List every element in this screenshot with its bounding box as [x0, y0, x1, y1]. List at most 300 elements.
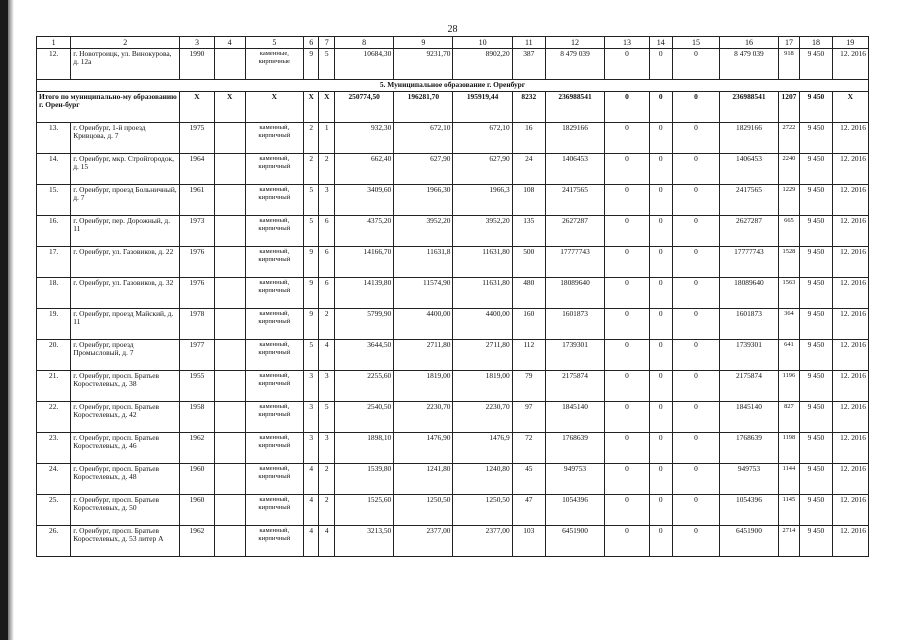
address-cell: г. Оренбург, проезд Больничный, д. 7 — [71, 185, 180, 216]
row-number: 18. — [37, 278, 71, 309]
residents-cell: 108 — [512, 185, 545, 216]
residential-area-cell: 1240,80 — [453, 464, 512, 495]
col13-cell: 0 — [605, 371, 650, 402]
total-area-cell: 3409,60 — [335, 185, 394, 216]
residential-area-cell: 8902,20 — [453, 49, 512, 80]
column-header-2: 2 — [71, 37, 180, 49]
row-number: 25. — [37, 495, 71, 526]
year-cell: 1973 — [180, 216, 214, 247]
total-label: Итого по муниципально-му образованию г. Орен-бург — [37, 92, 180, 123]
residents-cell: 500 — [512, 247, 545, 278]
cost-cell: 2627287 — [545, 216, 604, 247]
material-cell: каменный, кирпичный — [245, 309, 303, 340]
year-cell: 1978 — [180, 309, 214, 340]
table-row — [37, 49, 869, 80]
floors-cell: 4 — [303, 526, 319, 557]
address-cell: г. Оренбург, просп. Братьев Коростелевых, д. 38 — [71, 371, 180, 402]
column-header-8: 8 — [335, 37, 394, 49]
address-cell: г. Оренбург, просп. Братьев Коростелевых, д. 42 — [71, 402, 180, 433]
residents-cell: 24 — [512, 154, 545, 185]
table-row — [37, 154, 869, 185]
col14-cell: 0 — [649, 154, 672, 185]
total-c9-cell: 196281,70 — [394, 92, 453, 123]
deadline-cell: 12. 2016 — [832, 154, 868, 185]
residents-cell: 480 — [512, 278, 545, 309]
col4-cell — [214, 49, 245, 80]
col4-cell — [214, 247, 245, 278]
col15-cell: 0 — [672, 216, 720, 247]
total-area-cell: 3213,50 — [335, 526, 394, 557]
living-area-cell: 672,10 — [394, 123, 453, 154]
floors-cell: 3 — [303, 402, 319, 433]
table-row — [37, 309, 869, 340]
entrances-cell: 3 — [319, 433, 335, 464]
column-header-5: 5 — [245, 37, 303, 49]
limit-cost-cell: 9 450 — [800, 371, 832, 402]
residents-cell: 112 — [512, 340, 545, 371]
col13-cell: 0 — [605, 185, 650, 216]
living-area-cell: 9231,70 — [394, 49, 453, 80]
floors-cell: 9 — [303, 49, 319, 80]
total-area-cell: 1539,80 — [335, 464, 394, 495]
col4-cell — [214, 433, 245, 464]
col15-cell: 0 — [672, 464, 720, 495]
material-cell: каменные, кирпичные — [245, 49, 303, 80]
year-cell: 1976 — [180, 247, 214, 278]
address-cell: г. Оренбург, ул. Газовиков, д. 22 — [71, 247, 180, 278]
entrances-cell: 2 — [319, 309, 335, 340]
floors-cell: 2 — [303, 154, 319, 185]
deadline-cell: 12. 2016 — [832, 433, 868, 464]
cost-cell: 17777743 — [545, 247, 604, 278]
entrances-cell: 2 — [319, 464, 335, 495]
col13-cell: 0 — [605, 216, 650, 247]
floors-cell: 4 — [303, 495, 319, 526]
residents-cell: 16 — [512, 123, 545, 154]
col13-cell: 0 — [605, 247, 650, 278]
deadline-cell: 12. 2016 — [832, 278, 868, 309]
unit-cost-cell: 641 — [778, 340, 800, 371]
table-row — [37, 340, 869, 371]
local-budget-cell: 2627287 — [720, 216, 778, 247]
row-number: 24. — [37, 464, 71, 495]
local-budget-cell: 949753 — [720, 464, 778, 495]
material-cell: каменный, кирпичный — [245, 154, 303, 185]
residents-cell: 79 — [512, 371, 545, 402]
residential-area-cell: 11631,80 — [453, 247, 512, 278]
cost-cell: 18089640 — [545, 278, 604, 309]
total-area-cell: 1525,60 — [335, 495, 394, 526]
deadline-cell: 12. 2016 — [832, 49, 868, 80]
table-row — [37, 464, 869, 495]
total-area-cell: 662,40 — [335, 154, 394, 185]
total-area-cell: 932,30 — [335, 123, 394, 154]
year-cell: 1976 — [180, 278, 214, 309]
material-cell: каменный, кирпичный — [245, 433, 303, 464]
unit-cost-cell: 918 — [778, 49, 800, 80]
limit-cost-cell: 9 450 — [800, 495, 832, 526]
residents-cell: 45 — [512, 464, 545, 495]
cost-cell: 949753 — [545, 464, 604, 495]
col4-cell — [214, 123, 245, 154]
entrances-cell: 6 — [319, 216, 335, 247]
deadline-cell: 12. 2016 — [832, 464, 868, 495]
local-budget-cell: 1601873 — [720, 309, 778, 340]
local-budget-cell: 1406453 — [720, 154, 778, 185]
col13-cell: 0 — [605, 495, 650, 526]
residents-cell: 160 — [512, 309, 545, 340]
residents-cell: 97 — [512, 402, 545, 433]
floors-cell: 9 — [303, 309, 319, 340]
column-header-6: 6 — [303, 37, 319, 49]
material-cell: каменный, кирпичный — [245, 185, 303, 216]
residential-area-cell: 1250,50 — [453, 495, 512, 526]
cost-cell: 8 479 039 — [545, 49, 604, 80]
address-cell: г. Оренбург, проезд Промысловый, д. 7 — [71, 340, 180, 371]
col15-cell: 0 — [672, 371, 720, 402]
column-header-18: 18 — [800, 37, 832, 49]
entrances-cell: 6 — [319, 247, 335, 278]
total-c17-cell: 1207 — [778, 92, 800, 123]
column-header-14: 14 — [649, 37, 672, 49]
unit-cost-cell: 1528 — [778, 247, 800, 278]
local-budget-cell: 1829166 — [720, 123, 778, 154]
col13-cell: 0 — [605, 123, 650, 154]
total-c5-cell: X — [245, 92, 303, 123]
row-number: 14. — [37, 154, 71, 185]
total-c18-cell: 9 450 — [800, 92, 832, 123]
col15-cell: 0 — [672, 526, 720, 557]
column-header-16: 16 — [720, 37, 778, 49]
col4-cell — [214, 309, 245, 340]
col13-cell: 0 — [605, 309, 650, 340]
residents-cell: 72 — [512, 433, 545, 464]
entrances-cell: 2 — [319, 154, 335, 185]
column-header-10: 10 — [453, 37, 512, 49]
limit-cost-cell: 9 450 — [800, 402, 832, 433]
col13-cell: 0 — [605, 340, 650, 371]
total-area-cell: 14139,80 — [335, 278, 394, 309]
limit-cost-cell: 9 450 — [800, 526, 832, 557]
column-header-11: 11 — [512, 37, 545, 49]
col4-cell — [214, 495, 245, 526]
total-c13-cell: 0 — [605, 92, 650, 123]
cost-cell: 6451900 — [545, 526, 604, 557]
floors-cell: 9 — [303, 278, 319, 309]
col15-cell: 0 — [672, 433, 720, 464]
cost-cell: 2417565 — [545, 185, 604, 216]
floors-cell: 3 — [303, 433, 319, 464]
living-area-cell: 2377,00 — [394, 526, 453, 557]
material-cell: каменный, кирпичный — [245, 526, 303, 557]
unit-cost-cell: 2714 — [778, 526, 800, 557]
table-row — [37, 433, 869, 464]
housing-registry-table — [36, 36, 869, 557]
col4-cell — [214, 526, 245, 557]
table-row — [37, 371, 869, 402]
col4-cell — [214, 185, 245, 216]
total-area-cell: 4375,20 — [335, 216, 394, 247]
row-number: 22. — [37, 402, 71, 433]
table-row — [37, 402, 869, 433]
cost-cell: 1845140 — [545, 402, 604, 433]
row-number: 19. — [37, 309, 71, 340]
deadline-cell: 12. 2016 — [832, 402, 868, 433]
section-header-row — [37, 80, 869, 92]
total-c6-cell: X — [303, 92, 319, 123]
address-cell: г. Оренбург, ул. Газовиков, д. 32 — [71, 278, 180, 309]
col13-cell: 0 — [605, 402, 650, 433]
material-cell: каменный, кирпичный — [245, 340, 303, 371]
cost-cell: 1054396 — [545, 495, 604, 526]
limit-cost-cell: 9 450 — [800, 464, 832, 495]
col14-cell: 0 — [649, 464, 672, 495]
col4-cell — [214, 216, 245, 247]
col15-cell: 0 — [672, 340, 720, 371]
row-number: 20. — [37, 340, 71, 371]
material-cell: каменный, кирпичный — [245, 123, 303, 154]
row-number: 13. — [37, 123, 71, 154]
living-area-cell: 1966,30 — [394, 185, 453, 216]
deadline-cell: 12. 2016 — [832, 247, 868, 278]
col14-cell: 0 — [649, 371, 672, 402]
entrances-cell: 6 — [319, 278, 335, 309]
col13-cell: 0 — [605, 526, 650, 557]
unit-cost-cell: 1229 — [778, 185, 800, 216]
residents-cell: 387 — [512, 49, 545, 80]
col15-cell: 0 — [672, 247, 720, 278]
col4-cell — [214, 278, 245, 309]
local-budget-cell: 18089640 — [720, 278, 778, 309]
local-budget-cell: 2417565 — [720, 185, 778, 216]
material-cell: каменный, кирпичный — [245, 402, 303, 433]
unit-cost-cell: 1196 — [778, 371, 800, 402]
address-cell: г. Оренбург, проезд Майский, д. 11 — [71, 309, 180, 340]
column-header-19: 19 — [832, 37, 868, 49]
table-row — [37, 123, 869, 154]
col15-cell: 0 — [672, 309, 720, 340]
year-cell: 1975 — [180, 123, 214, 154]
year-cell: 1990 — [180, 49, 214, 80]
column-header-9: 9 — [394, 37, 453, 49]
residential-area-cell: 1966,3 — [453, 185, 512, 216]
material-cell: каменный, кирпичный — [245, 371, 303, 402]
residential-area-cell: 3952,20 — [453, 216, 512, 247]
total-c11-cell: 8232 — [512, 92, 545, 123]
year-cell: 1964 — [180, 154, 214, 185]
material-cell: каменный, кирпичный — [245, 247, 303, 278]
local-budget-cell: 8 479 039 — [720, 49, 778, 80]
col14-cell: 0 — [649, 526, 672, 557]
column-header-15: 15 — [672, 37, 720, 49]
column-header-13: 13 — [605, 37, 650, 49]
entrances-cell: 4 — [319, 526, 335, 557]
total-c4-cell: X — [214, 92, 245, 123]
year-cell: 1962 — [180, 433, 214, 464]
cost-cell: 1829166 — [545, 123, 604, 154]
residents-cell: 47 — [512, 495, 545, 526]
material-cell: каменный, кирпичный — [245, 278, 303, 309]
floors-cell: 4 — [303, 464, 319, 495]
col14-cell: 0 — [649, 495, 672, 526]
total-area-cell: 14166,70 — [335, 247, 394, 278]
table-row — [37, 526, 869, 557]
col14-cell: 0 — [649, 309, 672, 340]
column-header-17: 17 — [778, 37, 800, 49]
total-c7-cell: X — [319, 92, 335, 123]
scan-shadow — [8, 0, 14, 640]
living-area-cell: 11574,90 — [394, 278, 453, 309]
residential-area-cell: 4400,00 — [453, 309, 512, 340]
col14-cell: 0 — [649, 185, 672, 216]
unit-cost-cell: 2722 — [778, 123, 800, 154]
address-cell: г. Оренбург, просп. Братьев Коростелевых, д. 46 — [71, 433, 180, 464]
residential-area-cell: 2230,70 — [453, 402, 512, 433]
entrances-cell: 1 — [319, 123, 335, 154]
entrances-cell: 3 — [319, 371, 335, 402]
col15-cell: 0 — [672, 123, 720, 154]
floors-cell: 9 — [303, 247, 319, 278]
floors-cell: 2 — [303, 123, 319, 154]
total-c14-cell: 0 — [649, 92, 672, 123]
col4-cell — [214, 464, 245, 495]
floors-cell: 5 — [303, 216, 319, 247]
material-cell: каменный, кирпичный — [245, 495, 303, 526]
living-area-cell: 11631,8 — [394, 247, 453, 278]
living-area-cell: 4400,00 — [394, 309, 453, 340]
column-number-row — [37, 37, 869, 49]
col15-cell: 0 — [672, 49, 720, 80]
table-row — [37, 185, 869, 216]
col14-cell: 0 — [649, 247, 672, 278]
table-row — [37, 278, 869, 309]
col15-cell: 0 — [672, 185, 720, 216]
col4-cell — [214, 154, 245, 185]
residential-area-cell: 2711,80 — [453, 340, 512, 371]
page-number: 28 — [447, 24, 458, 35]
column-header-12: 12 — [545, 37, 604, 49]
limit-cost-cell: 9 450 — [800, 123, 832, 154]
cost-cell: 1601873 — [545, 309, 604, 340]
deadline-cell: 12. 2016 — [832, 526, 868, 557]
cost-cell: 2175874 — [545, 371, 604, 402]
address-cell: г. Новотроицк, ул. Винокурова, д. 12а — [71, 49, 180, 80]
col14-cell: 0 — [649, 402, 672, 433]
residential-area-cell: 11631,80 — [453, 278, 512, 309]
total-c10-cell: 195919,44 — [453, 92, 512, 123]
col15-cell: 0 — [672, 154, 720, 185]
total-area-cell: 5799,90 — [335, 309, 394, 340]
limit-cost-cell: 9 450 — [800, 309, 832, 340]
material-cell: каменный, кирпичный — [245, 216, 303, 247]
floors-cell: 3 — [303, 371, 319, 402]
col14-cell: 0 — [649, 123, 672, 154]
unit-cost-cell: 827 — [778, 402, 800, 433]
scan-edge — [0, 0, 8, 640]
total-row — [37, 92, 869, 123]
column-header-3: 3 — [180, 37, 214, 49]
column-header-7: 7 — [319, 37, 335, 49]
limit-cost-cell: 9 450 — [800, 340, 832, 371]
deadline-cell: 12. 2016 — [832, 371, 868, 402]
col13-cell: 0 — [605, 433, 650, 464]
col4-cell — [214, 371, 245, 402]
material-cell: каменный, кирпичный — [245, 464, 303, 495]
local-budget-cell: 1739301 — [720, 340, 778, 371]
total-area-cell: 3644,50 — [335, 340, 394, 371]
year-cell: 1955 — [180, 371, 214, 402]
entrances-cell: 3 — [319, 185, 335, 216]
column-header-1: 1 — [37, 37, 71, 49]
deadline-cell: 12. 2016 — [832, 495, 868, 526]
living-area-cell: 1476,90 — [394, 433, 453, 464]
living-area-cell: 1819,00 — [394, 371, 453, 402]
local-budget-cell: 1054396 — [720, 495, 778, 526]
deadline-cell: 12. 2016 — [832, 123, 868, 154]
col4-cell — [214, 402, 245, 433]
row-number: 15. — [37, 185, 71, 216]
limit-cost-cell: 9 450 — [800, 247, 832, 278]
table-row — [37, 247, 869, 278]
residential-area-cell: 2377,00 — [453, 526, 512, 557]
col14-cell: 0 — [649, 340, 672, 371]
address-cell: г. Оренбург, пер. Дорожный, д. 11 — [71, 216, 180, 247]
col15-cell: 0 — [672, 495, 720, 526]
col14-cell: 0 — [649, 278, 672, 309]
living-area-cell: 1241,80 — [394, 464, 453, 495]
total-area-cell: 2255,60 — [335, 371, 394, 402]
entrances-cell: 4 — [319, 340, 335, 371]
unit-cost-cell: 1198 — [778, 433, 800, 464]
total-c8-cell: 250774,50 — [335, 92, 394, 123]
col13-cell: 0 — [605, 49, 650, 80]
row-number: 26. — [37, 526, 71, 557]
table-row — [37, 495, 869, 526]
deadline-cell: 12. 2016 — [832, 216, 868, 247]
limit-cost-cell: 9 450 — [800, 278, 832, 309]
deadline-cell: 12. 2016 — [832, 340, 868, 371]
local-budget-cell: 2175874 — [720, 371, 778, 402]
living-area-cell: 2230,70 — [394, 402, 453, 433]
residential-area-cell: 672,10 — [453, 123, 512, 154]
cost-cell: 1739301 — [545, 340, 604, 371]
total-c3-cell: X — [180, 92, 214, 123]
residential-area-cell: 1476,9 — [453, 433, 512, 464]
entrances-cell: 2 — [319, 495, 335, 526]
living-area-cell: 627,90 — [394, 154, 453, 185]
year-cell: 1958 — [180, 402, 214, 433]
total-c19-cell: X — [832, 92, 868, 123]
row-number: 16. — [37, 216, 71, 247]
row-number: 12. — [37, 49, 71, 80]
limit-cost-cell: 9 450 — [800, 216, 832, 247]
year-cell: 1962 — [180, 526, 214, 557]
limit-cost-cell: 9 450 — [800, 433, 832, 464]
cost-cell: 1406453 — [545, 154, 604, 185]
residential-area-cell: 1819,00 — [453, 371, 512, 402]
year-cell: 1960 — [180, 495, 214, 526]
cost-cell: 1768639 — [545, 433, 604, 464]
limit-cost-cell: 9 450 — [800, 49, 832, 80]
col14-cell: 0 — [649, 49, 672, 80]
limit-cost-cell: 9 450 — [800, 154, 832, 185]
local-budget-cell: 1845140 — [720, 402, 778, 433]
year-cell: 1977 — [180, 340, 214, 371]
unit-cost-cell: 1144 — [778, 464, 800, 495]
unit-cost-cell: 1563 — [778, 278, 800, 309]
row-number: 21. — [37, 371, 71, 402]
col14-cell: 0 — [649, 216, 672, 247]
